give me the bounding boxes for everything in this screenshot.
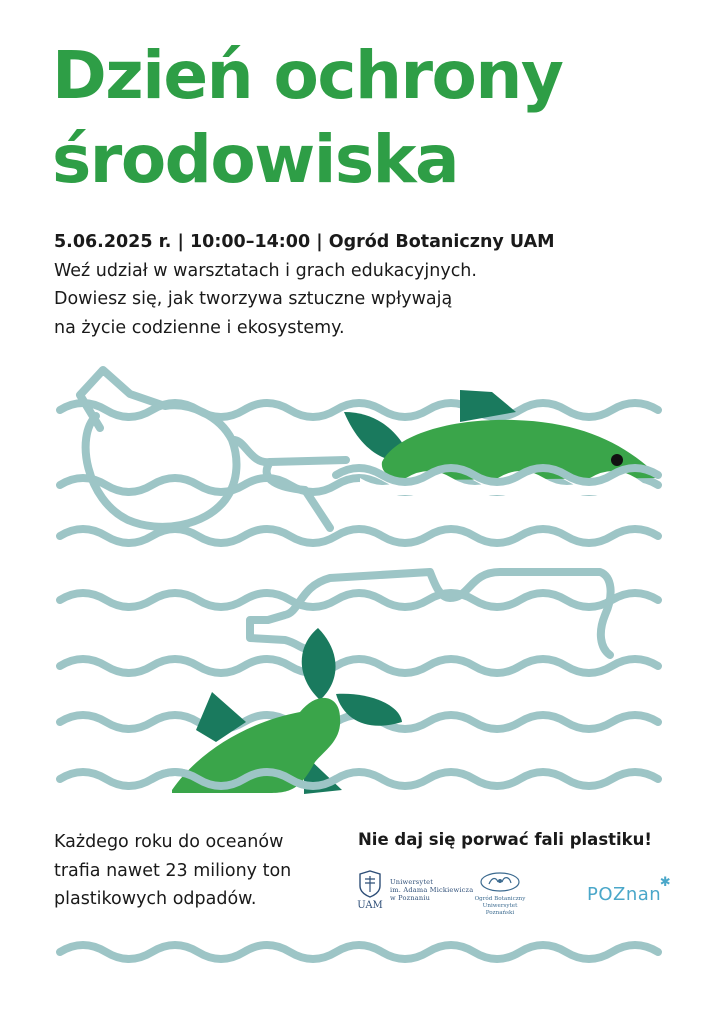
fact-line-3: plastikowych odpadów. — [54, 889, 257, 909]
description-line-3: na życie codzienne i ekosystemy. — [54, 317, 345, 338]
fish-bottom-tail-fin-1 — [302, 628, 336, 700]
uam-monogram: UAM — [357, 900, 383, 910]
botanical-garden-logo — [470, 870, 530, 917]
ocean-illustration — [0, 350, 724, 820]
uam-text-line-2: im. Adama Mickiewicza — [390, 886, 474, 894]
asterisk-icon: ✱ — [659, 875, 672, 890]
fact-line-1: Każdego roku do oceanów — [54, 832, 284, 852]
poznan-logo — [587, 875, 672, 905]
description-line-1: Weź udział w warsztatach i grach edukacyjnych. — [54, 260, 477, 281]
uam-text-line-3: w Poznaniu — [390, 894, 431, 902]
fact-line-2: trafia nawet 23 miliony ton — [54, 860, 292, 881]
wave-3 — [60, 529, 658, 543]
uam-crest-icon — [356, 870, 384, 910]
poznan-wordmark: POZnan — [587, 884, 662, 905]
plastic-fact — [54, 828, 291, 914]
description-line-2: Dowiesz się, jak tworzywa sztuczne wpływają — [54, 289, 453, 309]
event-info — [54, 228, 555, 342]
partner-logos — [356, 870, 672, 916]
wave-bottom — [60, 945, 658, 959]
uam-text-line-1: Uniwersytet — [390, 878, 434, 886]
garden-emblem-icon — [479, 870, 521, 892]
wave-4 — [60, 593, 658, 607]
event-meta: 5.06.2025 r. | 10:00–14:00 | Ogród Botaniczny UAM — [54, 232, 555, 252]
bottle-bottom-outline — [250, 572, 611, 655]
title-line-1: Dzień ochrony — [52, 37, 563, 114]
fish-top — [344, 390, 660, 480]
garden-text-line-1: Ogród Botaniczny — [474, 896, 526, 902]
title-line-2: środowiska — [52, 121, 459, 198]
uam-logo — [356, 870, 473, 910]
slogan: Nie daj się porwać fali plastiku! — [358, 830, 652, 849]
waves-front — [152, 468, 658, 786]
fish-top-eye — [611, 454, 623, 466]
wave-5 — [60, 659, 658, 673]
uam-wordmark — [390, 878, 473, 902]
garden-text-line-2: Uniwersytet Poznański — [482, 903, 518, 916]
bottom-wave — [0, 930, 724, 970]
bottle-top-outline — [80, 370, 346, 528]
garden-wordmark — [470, 896, 530, 917]
poster-title — [52, 34, 562, 202]
